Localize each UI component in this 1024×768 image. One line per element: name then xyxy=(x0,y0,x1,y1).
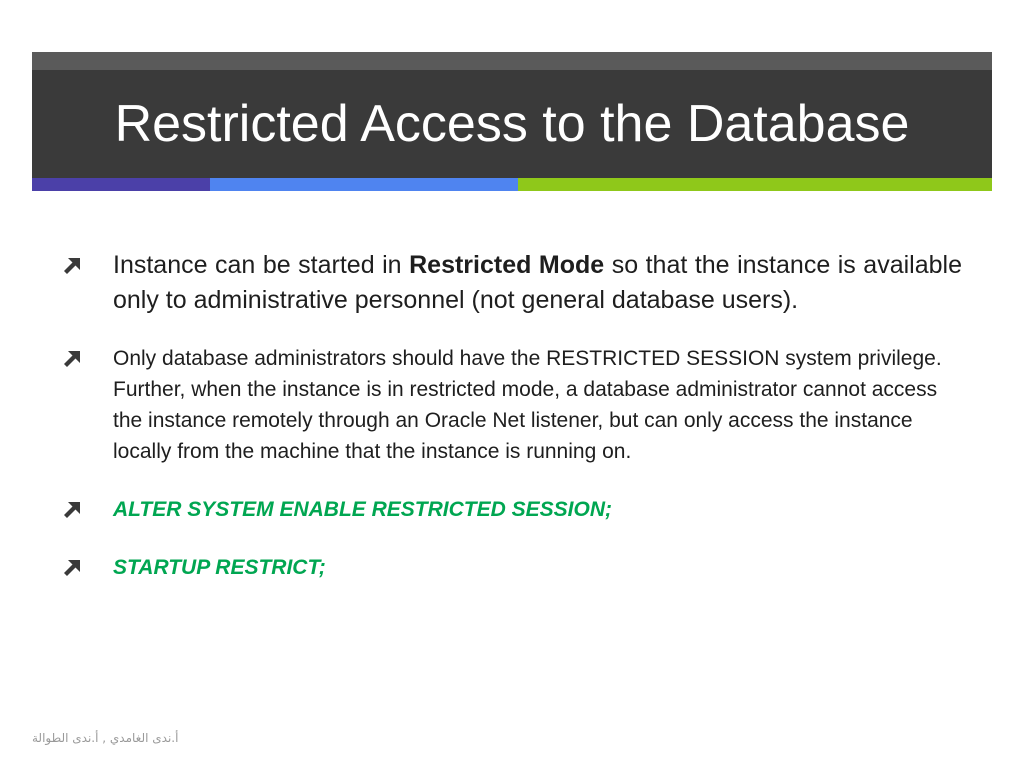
title-bar xyxy=(32,70,992,178)
arrow-up-right-icon xyxy=(62,558,82,578)
author-footer: أ.ندى الغامدي , أ.ندى الطوالة xyxy=(32,731,179,745)
accent-bar xyxy=(32,178,992,191)
bullet-text-prefix: Instance can be started in xyxy=(113,251,410,279)
top-strip xyxy=(32,52,992,70)
arrow-up-right-icon xyxy=(62,256,82,276)
sql-command-text: STARTUP RESTRICT; xyxy=(113,556,326,579)
slide-content xyxy=(62,248,962,583)
bullet-text-suffix: so that the instance is available only to administrative personnel (not general database users). xyxy=(113,251,962,314)
code-bullet-item xyxy=(62,494,962,525)
bullet-text xyxy=(113,248,962,318)
accent-segment-purple xyxy=(32,178,210,191)
code-bullet-item xyxy=(62,552,962,583)
slide-title: Restricted Access to the Database xyxy=(114,95,910,153)
arrow-up-right-icon xyxy=(62,500,82,520)
restricted-mode-emphasis: Restricted Mode xyxy=(409,251,605,279)
accent-segment-blue xyxy=(210,178,518,191)
bullet-item xyxy=(62,248,962,318)
arrow-up-right-icon xyxy=(62,349,82,369)
bullet-text: Only database administrators should have the RESTRICTED SESSION system privilege. Further, when the instance is in restricted mode, a database administrator cannot access the instance remotely through an Oracle Net listener, but can only access the instance locally from the machine that the instance is running on. xyxy=(113,347,942,463)
bullet-item xyxy=(62,343,962,467)
sql-command-text: ALTER SYSTEM ENABLE RESTRICTED SESSION; xyxy=(113,498,612,521)
accent-segment-green xyxy=(518,178,992,191)
